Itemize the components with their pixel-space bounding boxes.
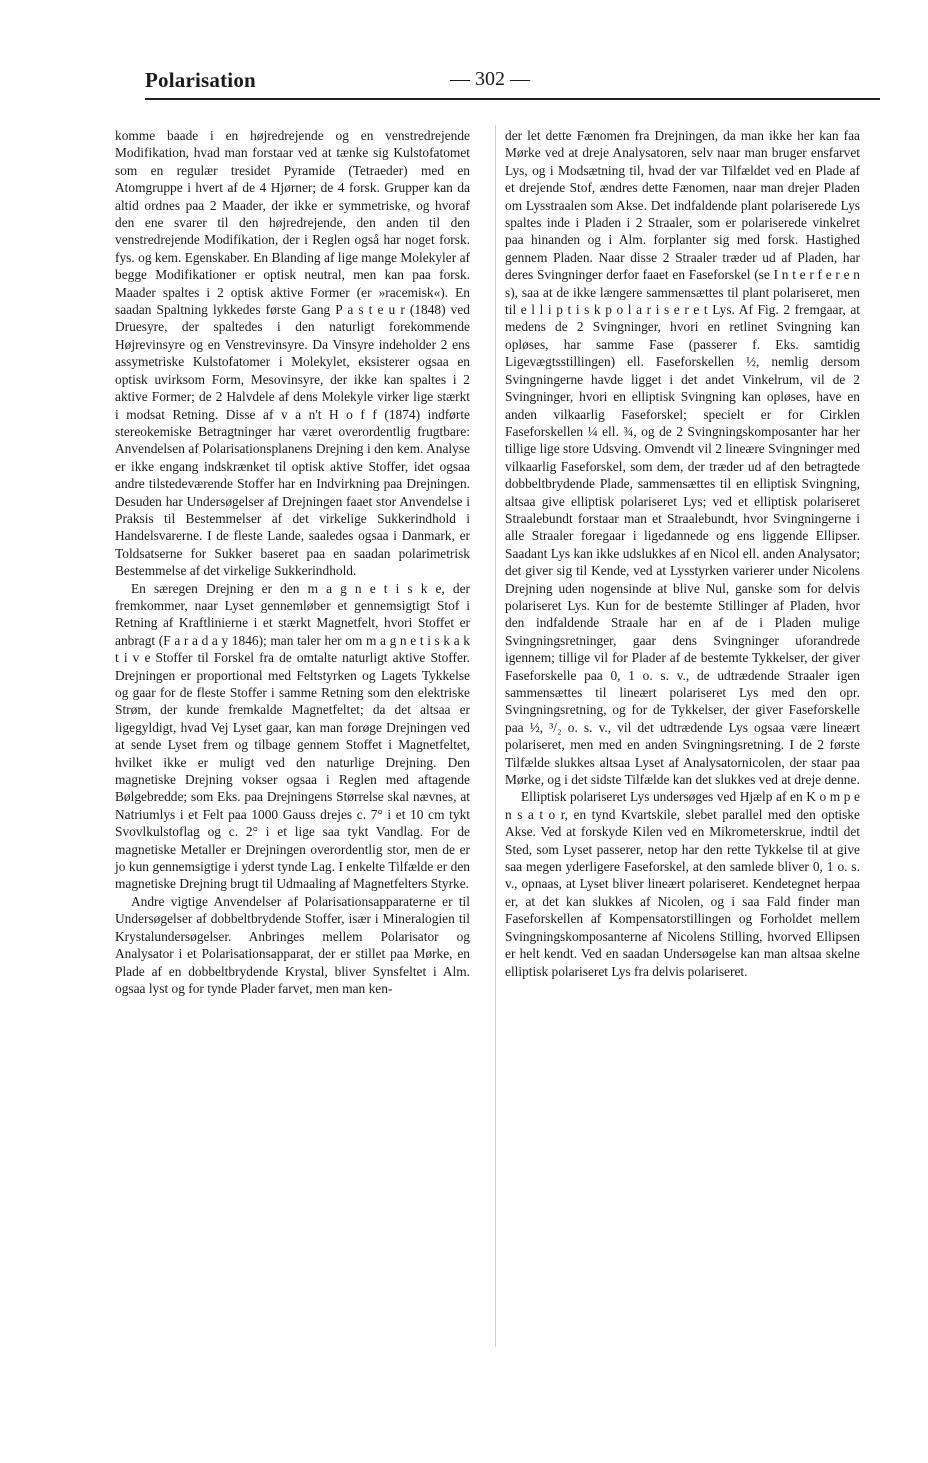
left-column (115, 127, 470, 997)
section-title: Polarisation (145, 68, 256, 92)
paragraph: komme baade i en højredrejende og en venstredrejende Modifikation, hvad man forstaar ved at tænke sig Kulstofatomet som en regulær tresidet Pyramide (Tetraeder) med en Atomgruppe i hvert af de 4 Hjørner; de 4 forsk. Grupper kan da altid ordnes paa 2 Maader, der ikke er symmetriske, og hvoraf den ene svarer til den højredrejende, den anden til den venstredrejende Modifikation, der i Reglen også har noget forsk. fys. og kem. Egenskaber. En Blanding af lige mange Molekyler af begge Modifikationer er optisk neutral, men kan paa forsk. Maader spaltes i 2 optisk aktive Former (er »racemisk«). En saadan Spaltning lykkedes første Gang P a s t e u r (1848) ved Druesyre, der spaltedes i den naturligt forekommende Højrevinsyre og en Venstrevinsyre. Da Vinsyre indeholder 2 ens assymetriske Kulstofatomer i Molekylet, eksisterer ogsaa en optisk uvirksom Form, Mesovinsyre, der ikke kan spaltes i 2 aktive Former; de 2 Halvdele af dens Molekyle virker lige stærkt i modsat Retning. Disse af v a n't H o f f (1874) indførte stereokemiske Betragtninger har været overordentlig frugtbare: Anvendelsen af Polarisationsplanens Drejning i den kem. Analyse er ikke engang indskrænket til optisk aktive Stoffer, idet ogsaa andre tilstedeværende Stoffer har en Indvirkning paa Drejningen. Desuden har Undersøgelser af Drejningen faaet stor Anvendelse i Praksis til Bestemmelser af det virkelige Sukkerindhold i Handelsvarerne. I de fleste Lande, saaledes ogsaa i Danmark, er Toldsatserne for Sukker baseret paa en saadan polarimetrisk Bestemmelse af det virkelige Sukkerindhold. (115, 128, 470, 579)
running-header (145, 62, 880, 102)
paragraph: der let dette Fænomen fra Drejningen, da man ikke her kan faa Mørke ved at dreje Analysatoren, selv naar man bruger ensfarvet Lys, og i Modsætning til, hvad der var Tilfældet ved en Plade af et drejende Stof, ændres dette Fænomen, naar man drejer Pladen om Lysstraalen som Akse. Det indfaldende plant polariserede Lys spaltes inde i Pladen i 2 Straaler, som er polariserede vinkelret paa hinanden og i Alm. forplanter sig med forsk. Hastighed gennem Pladen. Naar disse 2 Straaler træder ud af Pladen, har deres Svingninger derfor faaet en Faseforskel (se I n t e r f e r e n s), saa at de ikke længere sammensættes til plant polariseret, men til e l l i p t i s k p o l a r i s e r e t Lys. Af Fig. 2 fremgaar, at medens de 2 Svingninger, hvori en retlinet Svingning kan opløses, har samme Fase (passerer f. Eks. samtidig Ligevægtsstillingen) ell. Faseforskellen ½, nemlig dersom Svingningerne havde ligget i det andet Vinkelrum, vil de 2 Svingninger, hvori en elliptisk Svingning kan opløses, have en anden vilkaarlig Faseforskel; specielt er for Cirklen Faseforskellen ¼ ell. ¾, og de 2 Svingningskomposanter har her tillige lige store Udsving. Omvendt vil 2 lineære Svingninger med vilkaarlig Faseforskel, som dem, der træder ud af den betragtede dobbeltbrydende Plade, sammensættes til en elliptisk Svingning, altsaa give elliptisk polariseret Lys; ved et elliptisk polariseret Straalebundt forstaar man et Straalebundt, hvor Svingningerne i alle Straaler foregaar i ligedannede og ens liggende Ellipser. Saadant Lys kan ikke udslukkes af en Nicol ell. anden Analysator; det giver sig til Kende, ved at Lysstyrken varierer under Nicolens Drejning uden nogensinde at blive Nul, ganske som for delvis polariseret Lys. Kun for de bestemte Stillinger af Pladen, hvor den indfaldende Straale har en af de i Pladen mulige Svingningsretninger, gaar dens Svingninger uforandrede igennem; tillige vil for Plader af de bestemte Tykkelser, der giver Faseforskelle paa 0, 1 o. s. v., de udtrædende Straaler igen sammensættes til lineært polariseret Lys med den opr. Svingningsretning, og for de Tykkelser, der giver Faseforskelle paa ½, ³/₂ o. s. v., vil det udtrædende Lys ogsaa være lineært polariseret, men med en anden Svingningsretning. I de 2 første Tilfælde slukkes altsaa Lyset af Analysatornicolen, der staar paa Mørke, og i det sidste Tilfælde kan det slukkes ved at dreje denne. (505, 128, 860, 788)
column-divider (495, 125, 496, 1347)
page-number: — 302 — (450, 68, 530, 90)
paragraph: En særegen Drejning er den m a g n e t i s k e, der fremkommer, naar Lyset gennemløber et gennemsigtigt Stof i Retning af Kraftlinierne i et stærkt Magnetfelt, hvori Stoffet er anbragt (F a r a d a y 1846); man taler her om m a g n e t i s k a k t i v e Stoffer til Forskel fra de omtalte naturligt aktive Stoffer. Drejningen er proportional med Feltstyrken og Lagets Tykkelse og gaar for de fleste Stoffer i samme Retning som den elektriske Strøm, der kunde fremkalde Magnetfeltet; da det altsaa er ligegyldigt, hvad Vej Lyset gaar, kan man forøge Drejningen ved at sende Lyset frem og tilbage gennem Stoffet i Magnetfeltet, hvilket ikke er muligt ved den naturlige Drejning. Den magnetiske Drejning vokser ogsaa i Reglen med aftagende Bølgebredde; som Eks. paa Drejningens Størrelse skal nævnes, at Natriumlys i et Felt paa 1000 Gauss drejes c. 7° i et 10 cm tykt Svovlkulstoflag og c. 2° i et lige saa tykt Vandlag. For de magnetiske Metaller er Drejningen overordentlig stor, men de er jo kun gennemsigtige i yderst tynde Lag. I enkelte Tilfælde er den magnetiske Drejning brugt til Udmaaling af Magnetfelters Styrke. (115, 580, 470, 892)
paragraph: Andre vigtige Anvendelser af Polarisationsapparaterne er til Undersøgelser af dobbeltbrydende Stoffer, især i Mineralogien til Krystalundersøgelser. Anbringes mellem Polarisator og Analysator i et Polarisationsapparat, der er stillet paa Mørke, en Plade af en dobbeltbrydende Krystal, bliver Synsfeltet i Alm. ogsaa lyst og for tynde Plader farvet, men man ken- (115, 893, 470, 996)
paragraph: Elliptisk polariseret Lys undersøges ved Hjælp af en K o m p e n s a t o r, en tynd Kvartskile, slebet parallel med den optiske Akse. Ved at forskyde Kilen ved en Mikrometerskrue, indtil det Sted, som Lyset passerer, netop har den rette Tykkelse til at give saa megen yderligere Faseforskel, at den samlede bliver 0, 1 o. s. v., opnaas, at Lyset bliver lineært polariseret. Kendetegnet herpaa er, at det kan slukkes af Nicolen, og i saa Fald finder man Faseforskellen af Kompensatorstillingen og Forholdet mellem Svingningskomposanterne af Nicolens Stilling, hvorved Ellipsen er helt kendt. Ved en saadan Undersøgelse kan man altsaa skelne elliptisk polariseret Lys fra delvis polariseret. (505, 789, 860, 979)
right-column (505, 127, 860, 980)
header-rule (145, 98, 880, 100)
